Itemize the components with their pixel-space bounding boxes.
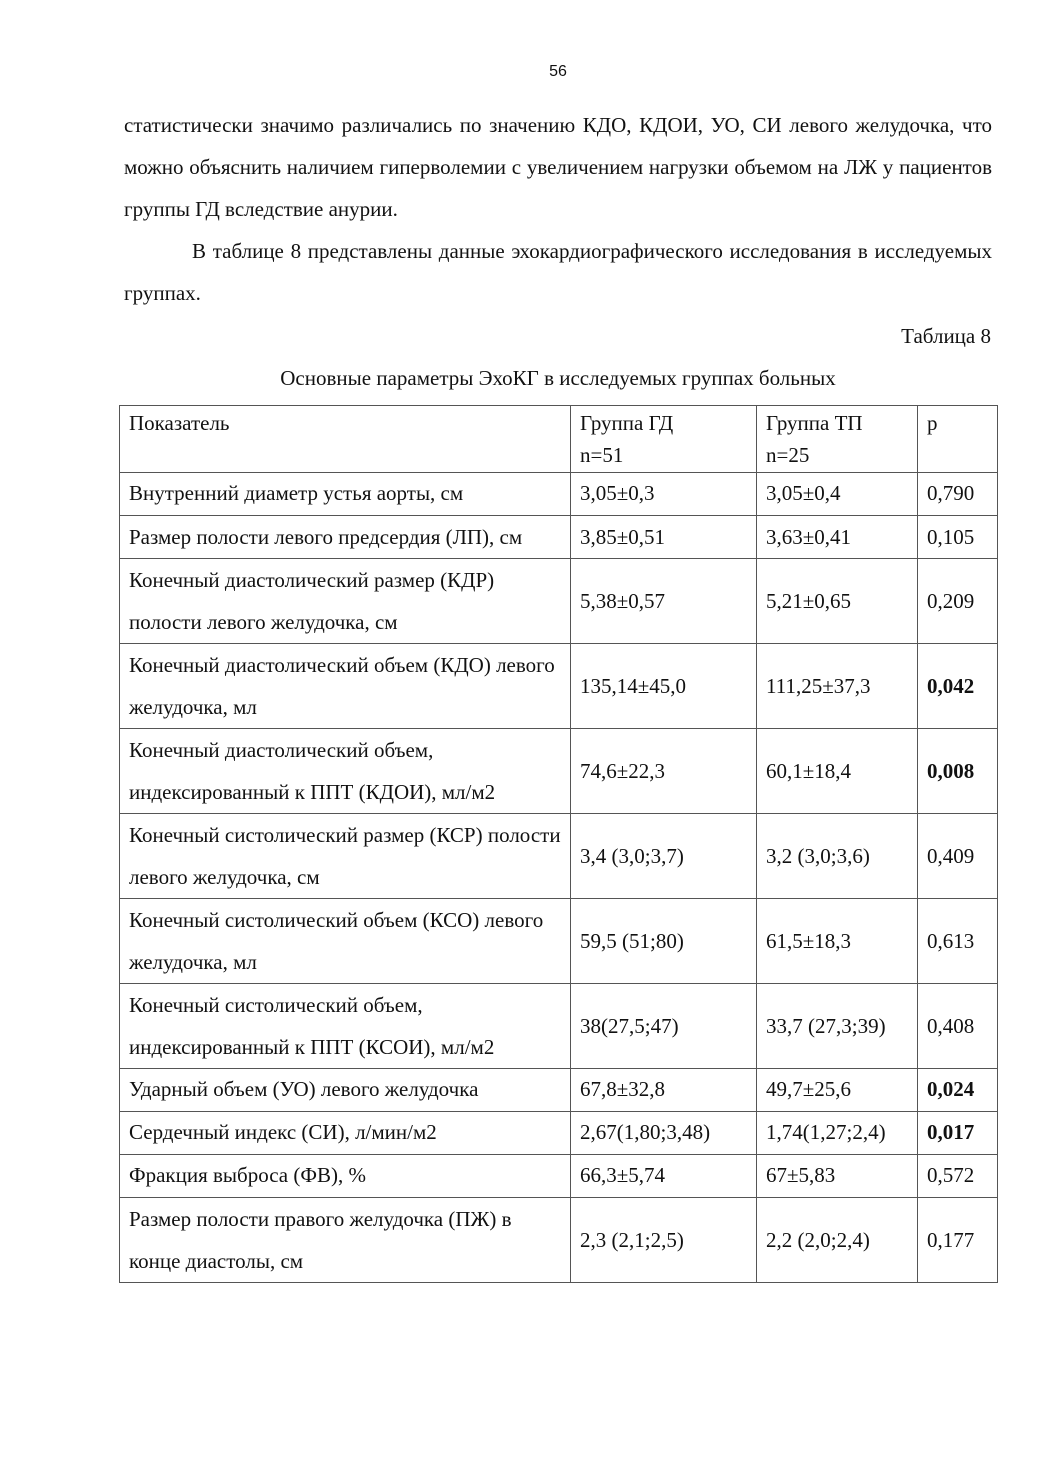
cell-indicator: Конечный систолический объем, индексированный к ППТ (КСОИ), мл/м2 <box>120 984 571 1069</box>
cell-indicator: Ударный объем (УО) левого желудочка <box>120 1069 571 1112</box>
table-row <box>120 473 998 516</box>
cell-p-value: 0,024 <box>918 1069 998 1112</box>
table-row <box>120 729 998 814</box>
table-row <box>120 1069 998 1112</box>
header-group-tp-label: Группа ТП <box>766 411 863 435</box>
cell-group-tp: 111,25±37,3 <box>757 644 918 729</box>
cell-p-value: 0,008 <box>918 729 998 814</box>
header-indicator-label: Показатель <box>129 411 230 435</box>
cell-p-value: 0,790 <box>918 473 998 516</box>
table-row <box>120 984 998 1069</box>
table-header-row <box>120 406 998 473</box>
table-body <box>120 406 998 1283</box>
table-row <box>120 644 998 729</box>
cell-group-tp: 3,05±0,4 <box>757 473 918 516</box>
cell-indicator: Конечный систолический размер (КСР) полости левого желудочка, см <box>120 814 571 899</box>
table-caption: Основные параметры ЭхоКГ в исследуемых группах больных <box>280 366 836 390</box>
paragraph-2-text: В таблице 8 представлены данные эхокардиографического исследования в исследуемых группах. <box>124 239 992 305</box>
echocardiography-table <box>119 405 998 1283</box>
header-indicator <box>120 406 571 473</box>
cell-indicator: Размер полости правого желудочка (ПЖ) в конце диастолы, см <box>120 1198 571 1283</box>
cell-group-gd: 2,3 (2,1;2,5) <box>571 1198 757 1283</box>
cell-indicator: Размер полости левого предсердия (ЛП), см <box>120 516 571 559</box>
cell-group-gd: 5,38±0,57 <box>571 559 757 644</box>
cell-group-gd: 59,5 (51;80) <box>571 899 757 984</box>
cell-group-gd: 74,6±22,3 <box>571 729 757 814</box>
cell-group-gd: 67,8±32,8 <box>571 1069 757 1112</box>
cell-group-tp: 49,7±25,6 <box>757 1069 918 1112</box>
cell-group-tp: 1,74(1,27;2,4) <box>757 1112 918 1155</box>
cell-indicator: Сердечный индекс (СИ), л/мин/м2 <box>120 1112 571 1155</box>
cell-group-gd: 3,4 (3,0;3,7) <box>571 814 757 899</box>
table-row <box>120 1155 998 1198</box>
cell-group-tp: 3,2 (3,0;3,6) <box>757 814 918 899</box>
paragraph-2 <box>124 230 992 314</box>
cell-indicator: Конечный диастолический объем (КДО) левого желудочка, мл <box>120 644 571 729</box>
cell-indicator: Фракция выброса (ФВ), % <box>120 1155 571 1198</box>
cell-p-value: 0,613 <box>918 899 998 984</box>
header-group-gd-n: n=51 <box>580 443 624 467</box>
cell-p-value: 0,408 <box>918 984 998 1069</box>
cell-group-gd: 66,3±5,74 <box>571 1155 757 1198</box>
cell-group-tp: 3,63±0,41 <box>757 516 918 559</box>
cell-p-value: 0,409 <box>918 814 998 899</box>
cell-group-tp: 33,7 (27,3;39) <box>757 984 918 1069</box>
cell-indicator: Конечный диастолический размер (КДР) полости левого желудочка, см <box>120 559 571 644</box>
header-p-label: р <box>927 411 938 435</box>
header-group-tp-n: n=25 <box>766 443 810 467</box>
cell-group-gd: 2,67(1,80;3,48) <box>571 1112 757 1155</box>
cell-p-value: 0,177 <box>918 1198 998 1283</box>
cell-p-value: 0,209 <box>918 559 998 644</box>
header-group-gd <box>571 406 757 473</box>
cell-p-value: 0,017 <box>918 1112 998 1155</box>
table-row <box>120 516 998 559</box>
cell-group-gd: 135,14±45,0 <box>571 644 757 729</box>
table-row <box>120 899 998 984</box>
cell-p-value: 0,572 <box>918 1155 998 1198</box>
header-p <box>918 406 998 473</box>
cell-group-gd: 3,05±0,3 <box>571 473 757 516</box>
table-label: Таблица 8 <box>901 324 991 348</box>
cell-indicator: Внутренний диаметр устья аорты, см <box>120 473 571 516</box>
header-group-tp <box>757 406 918 473</box>
cell-group-gd: 38(27,5;47) <box>571 984 757 1069</box>
cell-group-tp: 5,21±0,65 <box>757 559 918 644</box>
cell-group-tp: 2,2 (2,0;2,4) <box>757 1198 918 1283</box>
cell-group-tp: 67±5,83 <box>757 1155 918 1198</box>
table-row <box>120 1198 998 1283</box>
cell-p-value: 0,042 <box>918 644 998 729</box>
cell-group-tp: 60,1±18,4 <box>757 729 918 814</box>
table-row <box>120 559 998 644</box>
header-group-gd-label: Группа ГД <box>580 411 674 435</box>
cell-group-gd: 3,85±0,51 <box>571 516 757 559</box>
cell-group-tp: 61,5±18,3 <box>757 899 918 984</box>
table-row <box>120 1112 998 1155</box>
page-number: 56 <box>549 63 567 80</box>
cell-indicator: Конечный диастолический объем, индексированный к ППТ (КДОИ), мл/м2 <box>120 729 571 814</box>
paragraph-1: статистически значимо различались по значению КДО, КДОИ, УО, СИ левого желудочка, что можно объяснить наличием гиперволемии с увеличением нагрузки объемом на ЛЖ у пациентов группы ГД вследствие анурии. <box>124 113 992 221</box>
cell-p-value: 0,105 <box>918 516 998 559</box>
cell-indicator: Конечный систолический объем (КСО) левого желудочка, мл <box>120 899 571 984</box>
table-row <box>120 814 998 899</box>
